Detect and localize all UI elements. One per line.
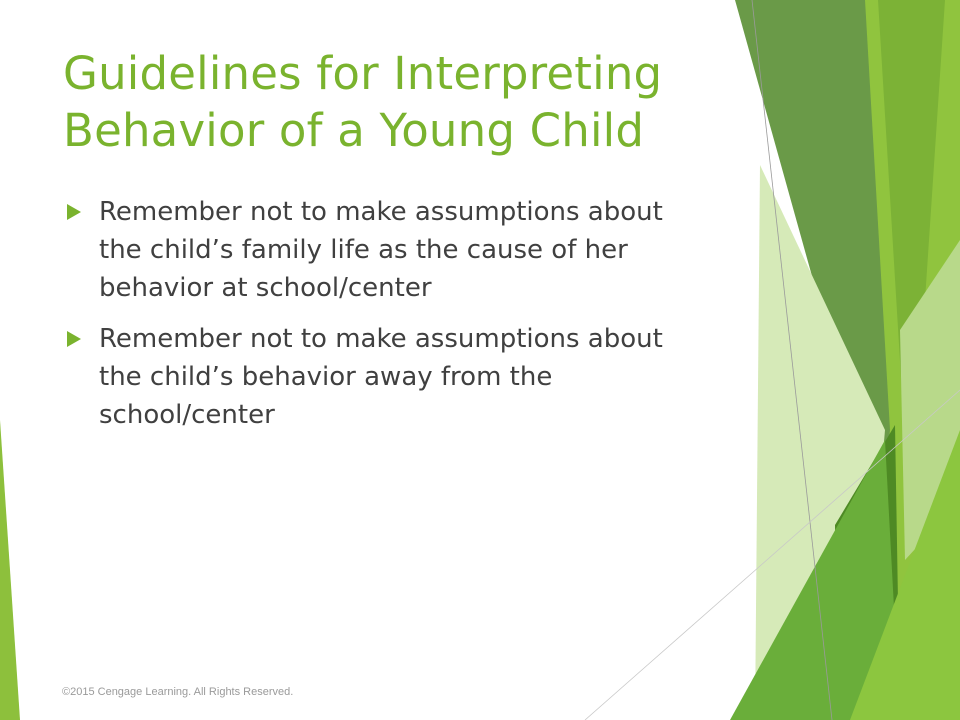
bullet-item [62,193,712,307]
arrow-triangle-icon [66,331,82,347]
bullet-text: Remember not to make assumptions about the child’s behavior away from the school/center [99,324,663,430]
left-edge-accent-shape [0,420,20,720]
bullet-item [62,320,712,434]
bullet-list [62,193,712,447]
bullet-text: Remember not to make assumptions about the child’s family life as the cause of her behavior at school/center [99,197,663,303]
copyright-footer: ©2015 Cengage Learning. All Rights Reserved. [62,686,294,698]
title-line-1: Guidelines for Interpreting [63,47,663,100]
slide-title [63,45,723,159]
arrow-triangle-icon [66,204,82,220]
title-line-2: Behavior of a Young Child [63,104,645,157]
